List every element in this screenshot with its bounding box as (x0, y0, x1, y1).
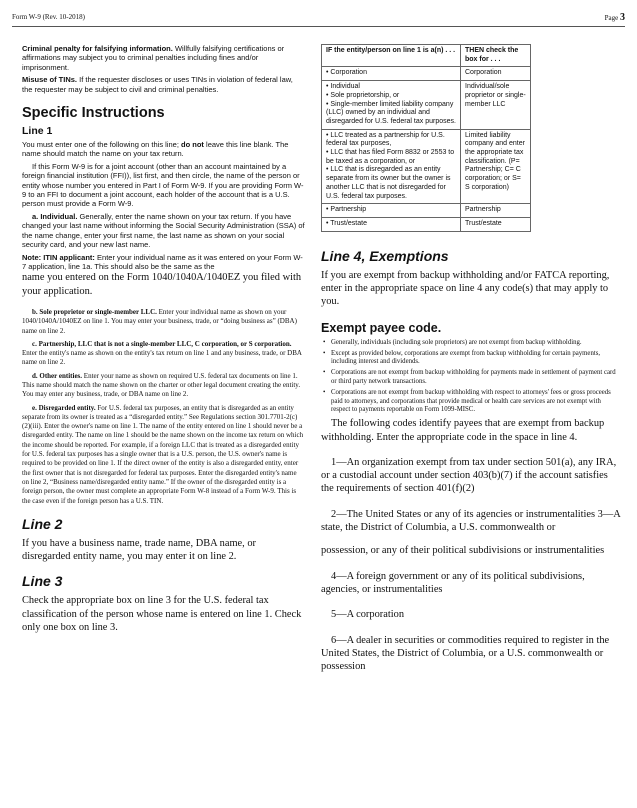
codes-intro: The following codes identify payees that are exempt from backup withholding. Enter the appropriate code in the space in line 4. (321, 418, 605, 443)
list-item (321, 350, 621, 367)
table-cell-box (461, 67, 531, 81)
table-cell-box (461, 204, 531, 218)
line1-paragraph-1 (22, 140, 305, 159)
code-2-3: 2—The United States or any of its agencies or instrumentalities 3—A state, the District of Columbia, a U.S. commonwealth or (321, 508, 621, 534)
list-item (321, 389, 621, 415)
right-column (321, 44, 621, 673)
table-cell-entity (322, 204, 461, 218)
line2-text: If you have a business name, trade name, DBA name, or disregarded entity name, you may enter it on line 2. (22, 537, 257, 563)
table-cell-box (461, 129, 531, 204)
table-header-entity: IF the entity/person on line 1 is a(n) . . . (322, 45, 461, 67)
misuse-label: Misuse of TINs. (22, 75, 78, 85)
code-4: 4—A foreign government or any of its political subdivisions, agencies, or instrumentalities (321, 570, 585, 595)
cell-line: • Trust/estate (326, 219, 367, 227)
table-row (322, 129, 531, 204)
table-header-row (322, 45, 531, 67)
misuse-text: If the requester discloses or uses TINs in violation of federal law, the requester may be subject to civil and criminal penalties. (22, 75, 293, 94)
bullet-icon: • (323, 369, 326, 377)
bullet-text: Corporations are not exempt from backup withholding with respect to attorneys' fees or gross proceeds paid to attorneys, and corporations that provide medical or health care services are not exempt with respect to payments reportable on Form 1099-MISC. (331, 389, 611, 414)
code-1: 1—An organization exempt from tax under section 501(a), any IRA, or a custodial account under section 403(b)(7) if the account satisfies the requirements of section 401(f)(2) (321, 456, 617, 495)
other-entities-text: Enter your name as shown on required U.S. federal tax documents on line 1. This name should match the name shown on the charter or other legal document creating the entity. You may enter any business, trade, or DBA name on line 2. (22, 371, 301, 399)
cell-line: • Sole proprietorship, or (326, 91, 400, 99)
bullet-text: Generally, individuals (including sole proprietors) are not exempt from backup withholding. (331, 338, 582, 346)
cell-line: Partnership (465, 206, 501, 214)
itin-note-continued: name you entered on the Form 1040/1040A/1040EZ you filed with your application. (22, 272, 302, 297)
cell-line: Individual/sole proprietor or single-member LLC (465, 83, 526, 108)
line1-p1-a: You must enter one of the following on this line; (22, 140, 179, 150)
table-header-checkbox: THEN check the box for . . . (461, 45, 531, 67)
line3-heading: Line 3 (22, 573, 63, 590)
sole-proprietor-label: b. Sole proprietor or single-member LLC. (32, 307, 157, 316)
left-column (22, 44, 305, 634)
page-number: 3 (620, 12, 625, 23)
disregarded-entity-label: e. Disregarded entity. (32, 403, 96, 412)
specific-instructions-heading: Specific Instructions (22, 105, 165, 122)
disregarded-entity-text: For U.S. federal tax purposes, an entity that is disregarded as an entity separate from its owner is treated as a “disregarded entity.” See Regulations section 301.7701-2(c)(2)(iii). Enter the owner's name on line 1. The name of the entity entered on line 1 should never be a disregarded entity. The name on line 1 should be the name shown on the income tax return on which the income should be reported. For example, if a foreign LLC that is treated as a disregarded entity for U.S. federal tax purposes has a single owner that is a U.S. person, the U.S. owner's name is required to be provided on line 1. If the direct owner of the entity is also a disregarded entity, enter the first owner that is not disregarded for federal tax purposes. Enter the disregarded entity's name on line 2, “Business name/disregarded entity name.” If the owner of the disregarded entity is a foreign person, the owner must complete an appropriate Form W-8 instead of a Form W-9. This is the case even if the foreign person has a U.S. TIN. (22, 403, 304, 505)
line1-individual (22, 212, 305, 250)
criminal-penalty-text: Willfully falsifying certifications or affirmations may subject you to criminal penalties including fines and/or imprisonment. (22, 44, 285, 72)
cell-line: Corporation (465, 69, 502, 77)
cell-line: • LLC that has filed Form 8832 or 2553 to be taxed as a corporation, or (326, 149, 455, 165)
partnership-text: Enter the entity's name as shown on the entity's tax return on line 1 and any business, trade, or DBA name on line 2. (22, 349, 302, 367)
cell-line: • Partnership (326, 206, 367, 214)
cell-line: • LLC that is disregarded as an entity separate from its owner but the owner is another LLC that is not disregarded for U.S. federal tax purposes. (326, 166, 451, 200)
individual-label: a. Individual. (32, 211, 78, 221)
line1-paragraph-2: If this Form W-9 is for a joint account (other than an account maintained by a foreign financial institution (FFI)), list first, and then circle, the name of the person or entity whose number you entered in Part I of Form W-9. If you are providing Form W-9 to an FFI to document a joint account, each holder of the account that is a U.S. person must provide a Form W-9. (22, 161, 304, 209)
cell-line: • Individual (326, 83, 360, 91)
table-row (322, 204, 531, 218)
itin-note (22, 253, 305, 272)
table-cell-entity (322, 129, 461, 204)
line1-p1-b: do not (181, 140, 204, 150)
table-cell-entity (322, 217, 461, 231)
criminal-penalty-label: Criminal penalty for falsifying information. (22, 44, 173, 53)
other-entities-label: d. Other entities. (32, 371, 83, 380)
table-cell-entity (322, 67, 461, 81)
itin-note-label: Note: ITIN applicant: (22, 252, 95, 262)
line1-p1-c: leave this line blank. The name should match the name on your tax return. (22, 140, 289, 159)
bullet-icon: • (323, 338, 326, 346)
code-6: 6—A dealer in securities or commodities required to register in the United States, the District of Columbia, or a U.S. commonwealth or possession (321, 634, 610, 673)
line3-text: Check the appropriate box on line 3 for the U.S. federal tax classification of the person whose name is entered on line 1. Check only one box on line 3. (22, 595, 302, 634)
bullet-text: Except as provided below, corporations are exempt from backup withholding for certain payments, including interest and dividends. (331, 349, 601, 366)
exempt-bullet-list (321, 339, 621, 415)
table-cell-entity (322, 81, 461, 130)
cell-line: • Single-member limited liability company (LLC) owned by an individual and disregarded for U.S. federal tax purposes. (326, 100, 456, 125)
criminal-penalty-paragraph (22, 44, 305, 72)
line1-heading: Line 1 (22, 125, 53, 138)
bullet-text: Corporations are not exempt from backup withholding for payments made in settlement of payment card or third party network transactions. (331, 369, 616, 385)
line1-partnership (22, 340, 305, 368)
list-item (321, 369, 621, 386)
table-cell-box (461, 217, 531, 231)
partnership-label: c. Partnership, LLC that is not a single-member LLC, C corporation, or S corporation. (32, 339, 292, 348)
line4-text: If you are exempt from backup withholding and/or FATCA reporting, enter in the appropriate space on line 4 any code(s) that may apply to you. (321, 269, 610, 308)
individual-text: Generally, enter the name shown on your tax return. If you have changed your last name without informing the Social Security Administration (SSA) of the name change, enter your first name, the last name as shown on your social security card, and your new last name. (22, 211, 305, 250)
cell-line: • LLC treated as a partnership for U.S. federal tax purposes, (326, 131, 445, 148)
list-item (321, 339, 621, 348)
exempt-payee-heading: Exempt payee code. (321, 320, 442, 335)
cell-line: Limited liability company and enter the appropriate tax classification. (P= Partnership; C= C corporation; or S= S corporation) (465, 131, 525, 191)
cell-line: • Corporation (326, 69, 367, 77)
table-cell-box (461, 81, 531, 130)
misuse-paragraph (22, 75, 305, 94)
cell-line: Trust/estate (465, 219, 502, 227)
classification-table (321, 44, 531, 232)
line2-heading: Line 2 (22, 515, 63, 532)
bullet-icon: • (323, 349, 326, 357)
bullet-icon: • (323, 389, 326, 397)
line4-heading: Line 4, Exemptions (321, 247, 449, 264)
line1-other-entities (22, 372, 305, 400)
line1-sole-proprietor (22, 308, 305, 336)
code-5: 5—A corporation (331, 609, 405, 621)
sole-proprietor-text: Enter your individual name as shown on your 1040/1040A/1040EZ on line 1. You may enter your business, trade, or “doing business as” (DBA) name on line 2. (22, 307, 297, 335)
table-row (322, 81, 531, 130)
page-label: Page (604, 14, 619, 22)
table-row (322, 217, 531, 231)
line1-disregarded-entity (22, 404, 305, 506)
page-header (12, 10, 625, 27)
form-id: Form W-9 (Rev. 10-2018) (12, 13, 85, 21)
table-row (322, 67, 531, 81)
code-3-continued: possession, or any of their political subdivisions or instrumentalities (321, 545, 605, 557)
itin-note-text: Enter your individual name as it was entered on your Form W-7 application, line 1a. This should also be the same as the (22, 252, 303, 271)
page-number-label (605, 12, 625, 23)
